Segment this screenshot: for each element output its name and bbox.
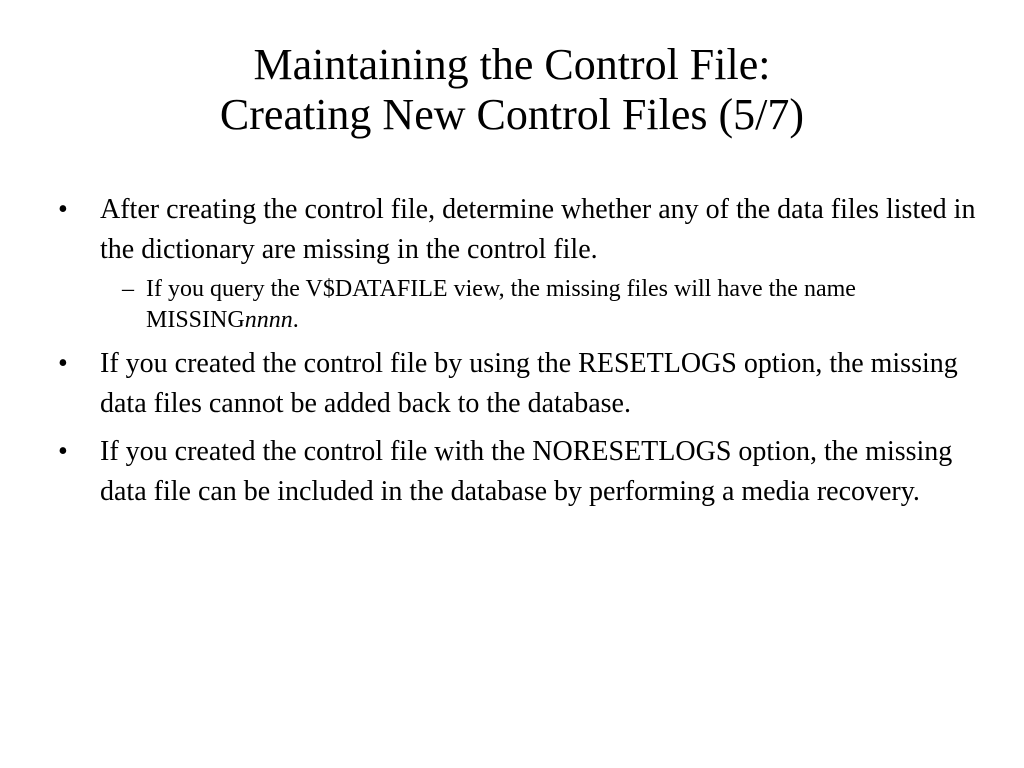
sub-bullet-text-after: . — [292, 307, 299, 333]
sub-bullet-text-italic: nnnn — [244, 307, 293, 333]
sub-bullet-item — [100, 274, 978, 336]
sub-bullet-list — [100, 274, 978, 336]
bullet-text: After creating the control file, determine whether any of the data files listed in the dictionary are missing in the control file. — [100, 194, 976, 265]
bullet-text: If you created the control file with the NORESETLOGS option, the missing data file can be included in the database by performing a media recovery. — [100, 436, 953, 507]
sub-bullet-text — [146, 276, 856, 333]
bullet-item-3 — [58, 432, 978, 512]
bullet-item-2 — [58, 344, 978, 424]
bullet-item-1 — [58, 190, 978, 336]
bullet-marker: • — [58, 436, 68, 467]
bullet-marker: • — [58, 348, 68, 379]
sub-bullet-text-plain: If you query the V$DATAFILE view, the missing files will have the name MISSING — [146, 276, 856, 333]
title-line-1: Maintaining the Control File: — [253, 40, 771, 89]
slide-title — [0, 40, 1024, 140]
bullet-marker: • — [58, 194, 68, 225]
sub-bullet-marker: – — [122, 276, 134, 302]
title-line-2: Creating New Control Files (5/7) — [219, 90, 805, 139]
bullet-text: If you created the control file by using the RESETLOGS option, the missing data files cannot be added back to the database. — [100, 348, 958, 419]
bullet-list — [58, 190, 978, 520]
